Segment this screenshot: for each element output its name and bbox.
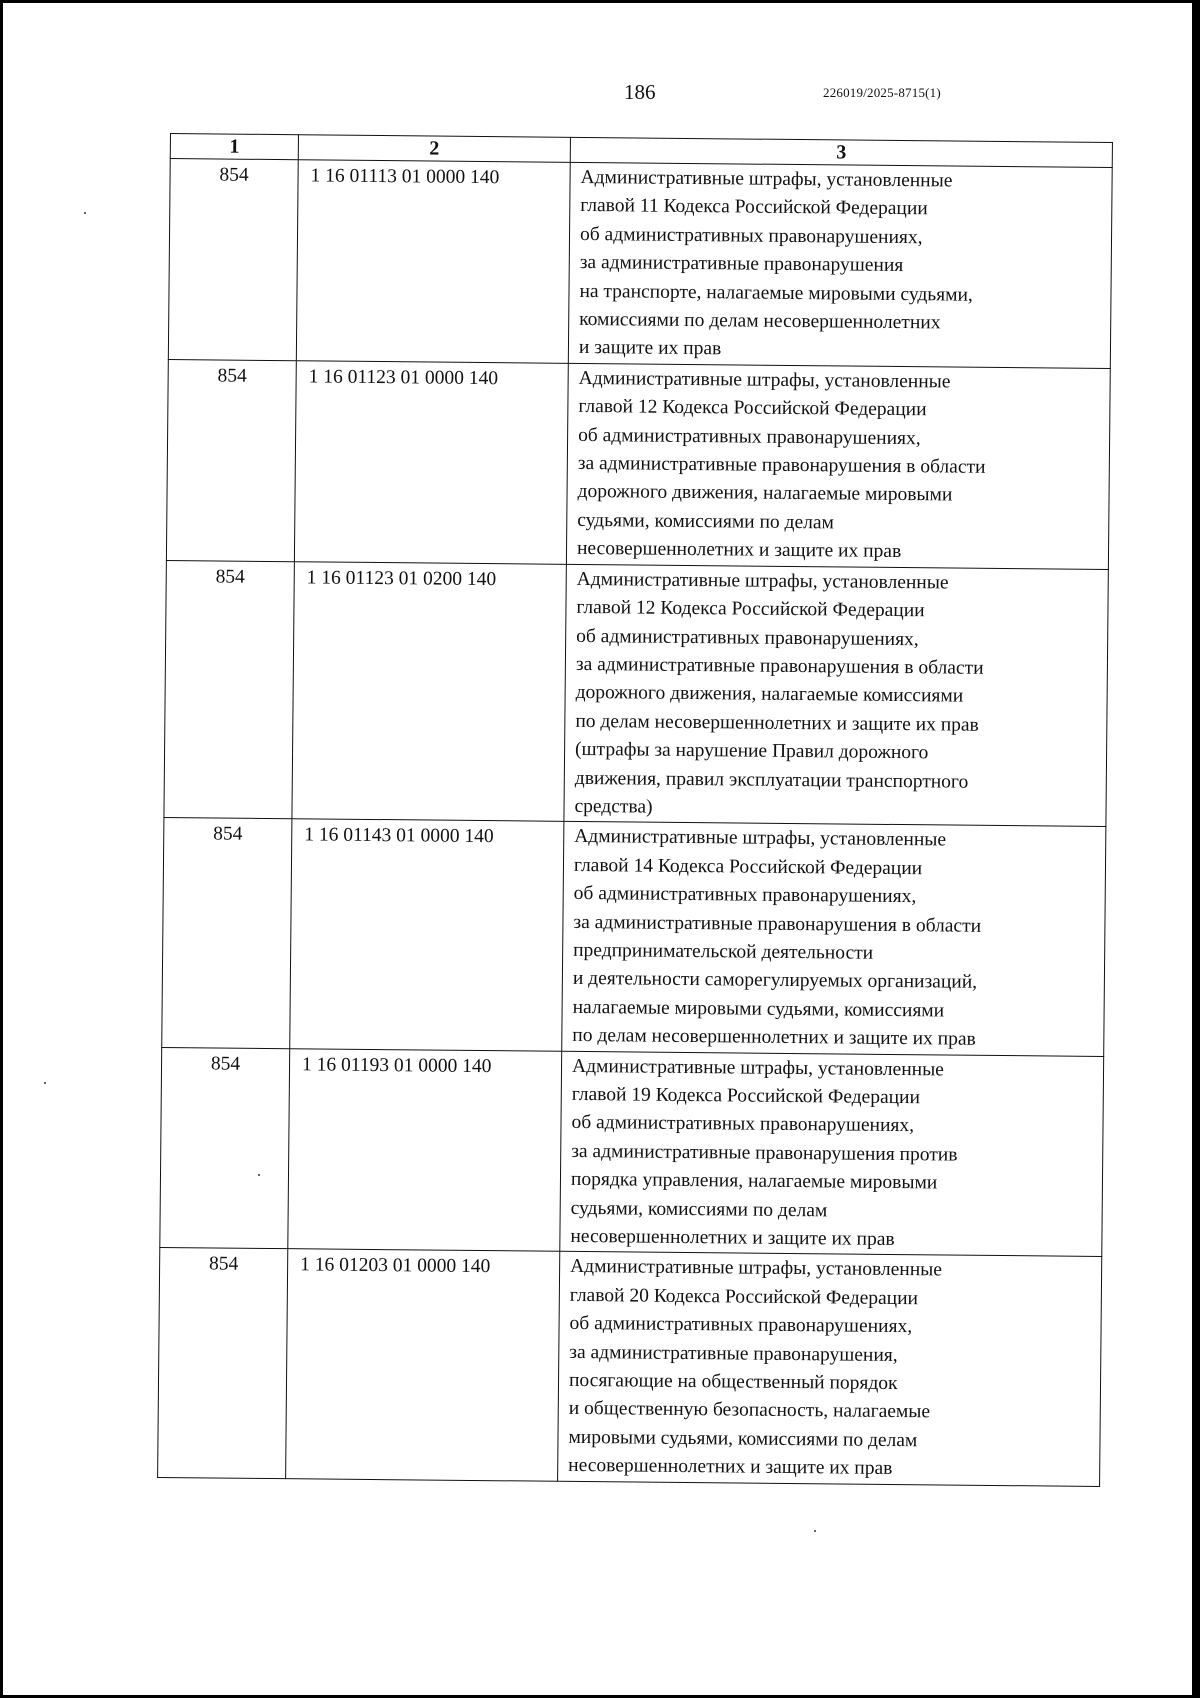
- description-line: судьями, комиссиями по делам: [577, 509, 834, 534]
- scan-speck: [258, 1174, 260, 1176]
- description-line: порядка управления, налагаемые мировыми: [570, 1169, 938, 1194]
- table-row: [162, 818, 1106, 1056]
- description-line: предпринимательской деятельности: [573, 939, 874, 964]
- description-cell: [564, 564, 1108, 827]
- admin-code-cell: 854: [168, 159, 298, 361]
- budget-code-cell: 1 16 01123 01 0000 140: [294, 361, 568, 564]
- description-line: главой 14 Кодекса Российской Федерации: [573, 854, 923, 880]
- budget-code-cell: 1 16 01193 01 0000 140: [288, 1048, 562, 1251]
- description-line: Административные штрафы, установленные: [570, 1256, 943, 1281]
- description-line: налагаемые мировыми судьями, комиссиями: [572, 996, 945, 1022]
- description-line: об административных правонарушениях,: [576, 625, 919, 650]
- admin-code-cell: 854: [164, 560, 294, 819]
- description-line: по делам несовершеннолетних и защите их прав: [572, 1025, 976, 1050]
- description-line: об административных правонарушениях,: [578, 424, 921, 449]
- admin-code-cell: 854: [160, 1047, 290, 1249]
- description-line: за административные правонарушения,: [569, 1341, 898, 1366]
- description-line: по делам несовершеннолетних и защите их прав: [575, 710, 979, 736]
- admin-code-cell: 854: [158, 1248, 288, 1478]
- description-line: движения, правил эксплуатации транспортного: [574, 767, 969, 793]
- budget-code-cell: 1 16 01203 01 0000 140: [286, 1249, 560, 1481]
- description-line: судьями, комиссиями по делам: [570, 1197, 828, 1221]
- table-row: [160, 1047, 1104, 1257]
- page-number: 186: [624, 80, 656, 104]
- description-line: Административные штрафы, установленные: [580, 166, 953, 192]
- description-line: дорожного движения, налагаемые мировыми: [577, 481, 953, 506]
- description-line: несовершеннолетних и защите их прав: [576, 538, 902, 563]
- description-cell: [562, 822, 1106, 1056]
- description-cell: [558, 1252, 1102, 1486]
- budget-code-cell: 1 16 01143 01 0000 140: [290, 819, 564, 1051]
- description-line: об административных правонарушениях,: [573, 883, 917, 908]
- scan-speck: [84, 212, 86, 214]
- description-line: об административных правонарушениях,: [569, 1313, 913, 1338]
- description-line: и защите их прав: [578, 337, 722, 360]
- description-line: за административные правонарушения против: [571, 1140, 958, 1166]
- description-line: несовершеннолетних и защите их прав: [570, 1225, 895, 1251]
- document-reference: 226019/2025-8715(1): [823, 85, 941, 100]
- admin-code-cell: 854: [166, 359, 296, 561]
- description-line: об административных правонарушениях,: [571, 1112, 915, 1137]
- description-line: средства): [574, 795, 653, 818]
- description-line: и общественную безопасность, налагаемые: [568, 1398, 931, 1423]
- description-line: Административные штрафы, установленные: [571, 1055, 944, 1081]
- column-header-2: 2: [298, 135, 570, 163]
- description-line: главой 11 Кодекса Российской Федерации: [580, 195, 928, 220]
- description-line: комиссиями по делам несовершеннолетних: [579, 308, 941, 334]
- table-row: [158, 1248, 1102, 1486]
- table-row: [168, 159, 1112, 369]
- scan-speck: [814, 1530, 816, 1532]
- table-container: [157, 133, 1112, 1487]
- column-header-1: 1: [170, 134, 298, 160]
- table-row: [164, 560, 1108, 827]
- description-line: на транспорте, налагаемые мировыми судьями,: [579, 280, 973, 306]
- description-line: главой 20 Кодекса Российской Федерации: [569, 1284, 919, 1310]
- codes-table: [157, 133, 1113, 1487]
- description-line: (штрафы за нарушение Правил дорожного: [574, 739, 929, 764]
- description-cell: [560, 1051, 1104, 1257]
- description-cell: [568, 162, 1112, 368]
- description-line: за административные правонарушения: [579, 252, 904, 277]
- column-header-3: 3: [570, 137, 1112, 167]
- admin-code-cell: 854: [162, 818, 292, 1048]
- description-line: за административные правонарушения в области: [577, 452, 986, 478]
- description-line: Административные штрафы, установленные: [574, 826, 947, 851]
- table-body: [158, 159, 1113, 1487]
- description-line: за административные правонарушения в области: [573, 911, 982, 937]
- scan-speck: [44, 1082, 46, 1084]
- description-line: Административные штрафы, установленные: [578, 367, 951, 393]
- description-line: посягающие на общественный порядок: [568, 1369, 898, 1395]
- description-line: дорожного движения, налагаемые комиссиями: [575, 682, 964, 707]
- description-cell: [566, 363, 1110, 569]
- description-line: несовершеннолетних и защите их прав: [568, 1455, 893, 1480]
- description-line: об административных правонарушениях,: [579, 223, 923, 249]
- description-line: главой 12 Кодекса Российской Федерации: [576, 597, 925, 622]
- description-line: главой 12 Кодекса Российской Федерации: [578, 396, 927, 421]
- budget-code-cell: 1 16 01113 01 0000 140: [296, 160, 570, 363]
- description-line: за административные правонарушения в области: [575, 653, 984, 679]
- budget-code-cell: 1 16 01123 01 0200 140: [292, 561, 566, 821]
- description-line: Административные штрафы, установленные: [576, 568, 949, 594]
- description-line: главой 19 Кодекса Российской Федерации: [571, 1083, 921, 1109]
- description-line: и деятельности саморегулируемых организаций,: [572, 968, 978, 994]
- table-row: [166, 359, 1110, 569]
- description-line: мировыми судьями, комиссиями по делам: [568, 1426, 918, 1452]
